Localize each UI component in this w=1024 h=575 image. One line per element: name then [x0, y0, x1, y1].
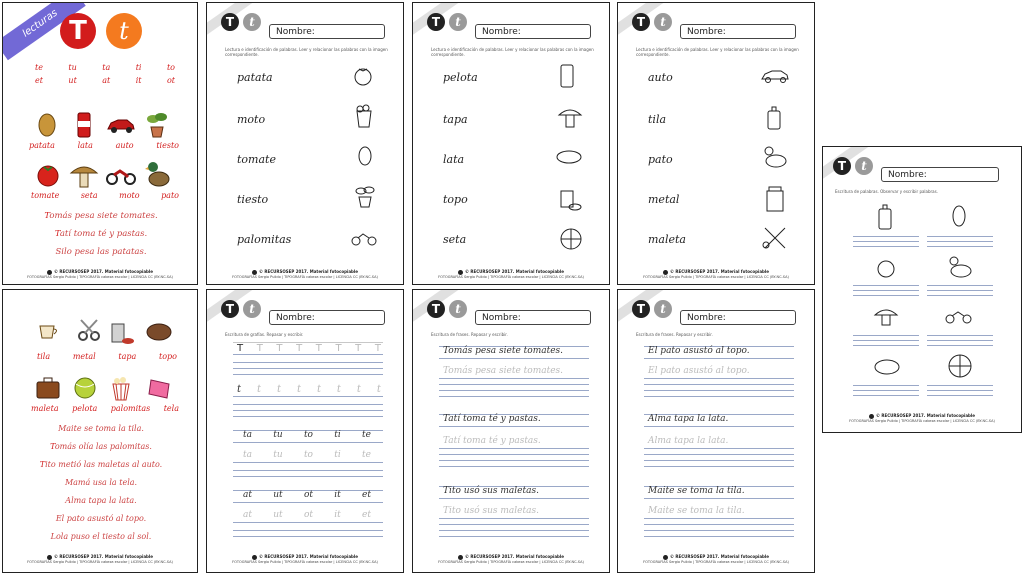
- model-sentence: Maite se toma la tila.: [648, 486, 745, 496]
- word: tomate: [31, 191, 60, 200]
- name-field[interactable]: Nombre:: [269, 310, 385, 325]
- sentence: Alma tapa la lata.: [65, 496, 137, 505]
- model-sentence: Alma tapa la lata.: [648, 414, 729, 424]
- tennis-ball-icon: [73, 376, 97, 400]
- upper-letter-badge: T: [632, 300, 650, 318]
- lower-letter-badge: t: [654, 300, 672, 318]
- word: pelota: [443, 71, 478, 84]
- sentence: Silo pesa las patatas.: [55, 247, 147, 257]
- name-field[interactable]: Nombre:: [475, 310, 591, 325]
- potato-outline-icon: [951, 203, 967, 229]
- mushroom-outline-icon: [557, 105, 583, 129]
- teacup-icon: [37, 320, 61, 342]
- word: metal: [72, 352, 96, 361]
- grafia-row-4-trace: at ut ot it et: [243, 510, 371, 520]
- reading-sheet-2: [412, 2, 610, 285]
- frases-sheet-2: [617, 289, 815, 573]
- frases-sheet-1: [412, 289, 610, 573]
- word: pelota: [72, 404, 98, 413]
- tools-outline-icon: [762, 225, 788, 251]
- potato-outline-icon: [357, 145, 373, 167]
- instruction-text: Escritura de palabras. Observar y escribir palabras.: [835, 189, 938, 194]
- instruction-text: Lectura e identificación de palabras. Leer y relacionar las palabras con la imagen correspondiente.: [636, 47, 799, 57]
- lower-letter-badge: t: [243, 300, 261, 318]
- grafia-row-4: at ut ot it et: [243, 490, 371, 500]
- duck-outline-icon: [762, 145, 788, 169]
- word: auto: [115, 141, 134, 150]
- word: tiesto: [156, 141, 179, 150]
- syllables-row-1: [35, 63, 175, 72]
- sentence: Tomás olía las palomitas.: [50, 442, 152, 451]
- trace-sentence: Maite se toma la tila.: [648, 506, 745, 516]
- syllables-row-2: [35, 76, 175, 85]
- footer: © RECURSOSEP 2017. Material fotocopiable FOTOGRAFÍAS Sergio Pulido | TIPOGRAFÍA cabeza escolar | LICENCIA CC (BY-NC-SA): [27, 554, 173, 564]
- cloth-icon: [147, 376, 173, 400]
- reading-sheet-1: [206, 2, 404, 285]
- syllable: ti: [135, 63, 142, 72]
- word: tomate: [237, 153, 276, 166]
- footer: © RECURSOSEP 2017. Material fotocopiable FOTOGRAFÍAS Sergio Pulido | TIPOGRAFÍA cabeza escolar | LICENCIA CC (BY-NC-SA): [232, 269, 378, 279]
- name-field[interactable]: Nombre:: [475, 24, 591, 39]
- syllable: ot: [166, 76, 175, 85]
- mole-outline-icon: [873, 357, 901, 377]
- mushroom-icon: [69, 161, 99, 189]
- model-sentence: El pato asustó al topo.: [648, 346, 750, 356]
- footer: © RECURSOSEP 2017. Material fotocopiable FOTOGRAFÍAS Sergio Pulido | TIPOGRAFÍA cabeza escolar | LICENCIA CC (BY-NC-SA): [232, 554, 378, 564]
- grafia-row-3-trace: ta tu to ti te: [243, 450, 371, 460]
- syllable: et: [35, 76, 43, 85]
- word: metal: [648, 193, 680, 206]
- syllable: tu: [68, 63, 77, 72]
- lower-letter-badge: t: [654, 13, 672, 31]
- word: tiesto: [237, 193, 269, 206]
- upper-letter-badge: T: [833, 157, 851, 175]
- jar-lid-outline-icon: [559, 187, 583, 213]
- word: patata: [29, 141, 55, 150]
- footer: © RECURSOSEP 2017. Material fotocopiable FOTOGRAFÍAS Sergio Pulido | TIPOGRAFÍA cabeza escolar | LICENCIA CC (BY-NC-SA): [849, 413, 995, 423]
- instruction-text: Escritura de grafías. Repasar y escribir.: [225, 332, 304, 337]
- mole-outline-icon: [555, 147, 583, 165]
- word: tela: [163, 404, 179, 413]
- ball-outline-icon: [947, 353, 973, 379]
- word: moto: [119, 191, 140, 200]
- grafia-row-3: ta tu to ti te: [243, 430, 371, 440]
- word: seta: [80, 191, 98, 200]
- footer: © RECURSOSEP 2017. Material fotocopiable FOTOGRAFÍAS Sergio Pulido | TIPOGRAFÍA cabeza escolar | LICENCIA CC (BY-NC-SA): [438, 554, 584, 564]
- mushroom-outline-icon: [873, 305, 899, 327]
- sentence: Tatí toma té y pastas.: [54, 229, 148, 239]
- scissors-icon: [77, 318, 101, 342]
- word: auto: [648, 71, 673, 84]
- word: lata: [77, 141, 93, 150]
- cover-sheet-2: [2, 289, 198, 573]
- word: palomitas: [237, 233, 292, 246]
- popcorn-icon: [109, 374, 133, 402]
- sentence: Lola puso el tiesto al sol.: [50, 532, 152, 541]
- copy-words-sheet: [822, 146, 1022, 433]
- sentence: Mamá usa la tela.: [64, 478, 138, 487]
- word: maleta: [648, 233, 686, 246]
- word: moto: [237, 113, 266, 126]
- grafia-sheet: [206, 289, 404, 573]
- syllable: to: [166, 63, 175, 72]
- picture-words-row-1: [29, 141, 179, 150]
- lower-letter-badge: t: [449, 13, 467, 31]
- word: palomitas: [110, 404, 151, 413]
- name-field[interactable]: Nombre:: [680, 24, 796, 39]
- word: lata: [443, 153, 465, 166]
- model-sentence: Tito usó sus maletas.: [443, 486, 539, 496]
- picture-words-row-2: [31, 191, 179, 200]
- tomato-icon: [36, 163, 60, 187]
- upper-letter-badge: T: [427, 13, 445, 31]
- can-icon: [76, 111, 92, 139]
- lower-letter-badge: t: [449, 300, 467, 318]
- instruction-text: Escritura de frases. Repasar y escribir.: [636, 332, 713, 337]
- upper-letter-badge: T: [221, 300, 239, 318]
- duck-icon: [145, 159, 171, 189]
- suitcase-icon: [35, 376, 61, 400]
- can-outline-icon: [559, 63, 575, 89]
- word: tapa: [443, 113, 468, 126]
- syllable: te: [35, 63, 43, 72]
- syllable: it: [135, 76, 142, 85]
- syllable: ut: [68, 76, 77, 85]
- car-icon: [106, 117, 136, 133]
- motorbike-outline-icon: [945, 309, 973, 325]
- name-field[interactable]: Nombre:: [881, 167, 999, 182]
- mole-icon: [145, 320, 173, 342]
- word: tila: [37, 352, 51, 361]
- word: topo: [159, 352, 177, 361]
- lower-letter-badge: t: [106, 13, 142, 49]
- metal-jar-outline-icon: [764, 185, 788, 213]
- upper-letter-badge: T: [427, 300, 445, 318]
- motorbike-icon: [106, 167, 136, 185]
- word: patata: [237, 71, 273, 84]
- footer: © RECURSOSEP 2017. Material fotocopiable FOTOGRAFÍAS Sergio Pulido | TIPOGRAFÍA cabeza escolar | LICENCIA CC (BY-NC-SA): [643, 554, 789, 564]
- watermark-banner: lecturas: [2, 2, 86, 60]
- word: topo: [443, 193, 468, 206]
- suitcase-outline-icon: [766, 105, 782, 131]
- name-field[interactable]: Nombre:: [680, 310, 796, 325]
- car-outline-icon: [760, 69, 790, 83]
- word: tapa: [118, 352, 137, 361]
- potato-icon: [36, 113, 58, 137]
- lower-letter-badge: t: [243, 13, 261, 31]
- trace-sentence: Tomás pesa siete tomates.: [443, 366, 564, 376]
- name-field[interactable]: Nombre:: [269, 24, 385, 39]
- jar-lid-icon: [109, 318, 135, 346]
- picture-words-row-2: [31, 404, 179, 413]
- plant-pot-icon: [145, 109, 169, 139]
- instruction-text: Lectura e identificación de palabras. Leer y relacionar las palabras con la imagen correspondiente.: [431, 47, 594, 57]
- cover-sheet: [2, 2, 198, 285]
- duck-outline-icon: [947, 255, 973, 279]
- sentence: Tomás pesa siete tomates.: [44, 211, 158, 221]
- instruction-text: Lectura e identificación de palabras. Leer y relacionar las palabras con la imagen correspondiente.: [225, 47, 388, 57]
- sentence: Maite se toma la tila.: [58, 424, 144, 433]
- upper-letter-badge: T: [632, 13, 650, 31]
- footer: © RECURSOSEP 2017. Material fotocopiable FOTOGRAFÍAS Sergio Pulido | TIPOGRAFÍA cabeza escolar | LICENCIA CC (BY-NC-SA): [643, 269, 789, 279]
- reading-sheet-3: [617, 2, 815, 285]
- sentence: Tito metió las maletas al auto.: [39, 460, 163, 469]
- popcorn-outline-icon: [353, 103, 375, 129]
- suitcase-outline-icon: [877, 203, 893, 231]
- picture-words-row-1: [37, 352, 177, 361]
- grafia-row-2: t t t t t t t t: [237, 384, 381, 395]
- model-sentence: Tatí toma té y pastas.: [443, 414, 541, 424]
- ball-outline-icon: [559, 227, 583, 251]
- tomato-outline-icon: [875, 257, 897, 279]
- word: pato: [161, 191, 179, 200]
- instruction-text: Escritura de frases. Repasar y escribir.: [431, 332, 508, 337]
- tomato-outline-icon: [353, 65, 373, 87]
- syllable: at: [102, 76, 111, 85]
- syllable: ta: [102, 63, 111, 72]
- word: seta: [443, 233, 467, 246]
- upper-letter-badge: T: [60, 13, 96, 49]
- model-sentence: Tomás pesa siete tomates.: [443, 346, 564, 356]
- grafia-row-1: T T T T T T T T: [237, 343, 381, 354]
- trace-sentence: Tatí toma té y pastas.: [443, 436, 541, 446]
- word: maleta: [31, 404, 59, 413]
- trace-sentence: El pato asustó al topo.: [648, 366, 750, 376]
- footer: © RECURSOSEP 2017. Material fotocopiable FOTOGRAFÍAS Sergio Pulido | TIPOGRAFÍA cabeza escolar | LICENCIA CC (BY-NC-SA): [438, 269, 584, 279]
- trace-sentence: Tito usó sus maletas.: [443, 506, 539, 516]
- sentence: El pato asustó al topo.: [55, 514, 147, 523]
- upper-letter-badge: T: [221, 13, 239, 31]
- footer: © RECURSOSEP 2017. Material fotocopiable FOTOGRAFÍAS Sergio Pulido | TIPOGRAFÍA cabeza escolar | LICENCIA CC (BY-NC-SA): [27, 269, 173, 279]
- plant-pot-outline-icon: [353, 183, 377, 209]
- word: tila: [648, 113, 667, 126]
- lower-letter-badge: t: [855, 157, 873, 175]
- trace-sentence: Alma tapa la lata.: [648, 436, 729, 446]
- motorbike-outline-icon: [351, 231, 377, 247]
- word: pato: [648, 153, 673, 166]
